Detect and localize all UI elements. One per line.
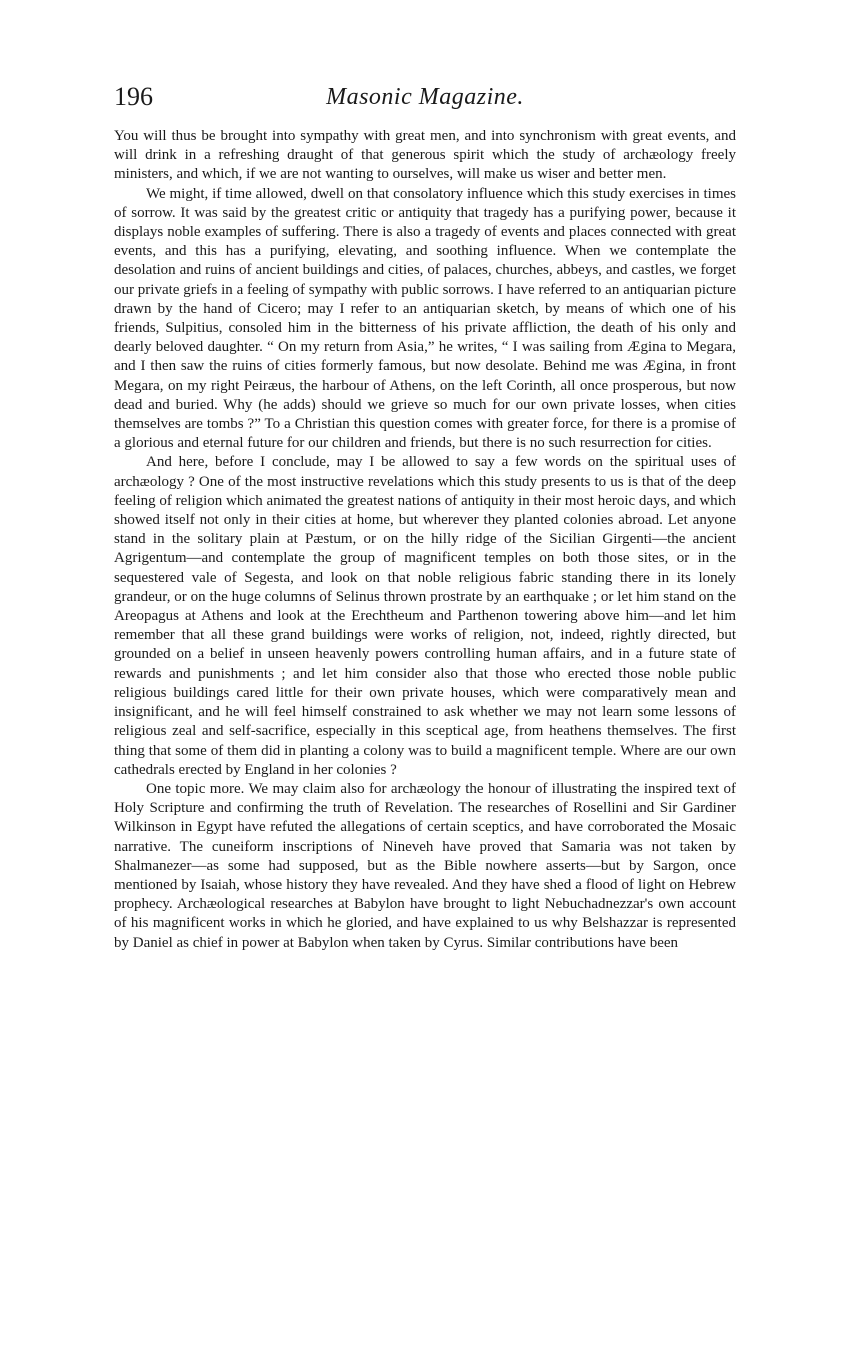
page-header (114, 82, 736, 122)
paragraph-consolation: We might, if time allowed, dwell on that consolatory influence which this study exercises in times of sorrow. It was said by the greatest critic or antiquity that tragedy has a purifying power, because it displays noble examples of suffering. There is also a tragedy of events and places connected with great events, and this has a purifying, elevating, and soothing influence. When we contemplate the desolation and ruins of ancient buildings and cities, of palaces, churches, abbeys, and castles, we forget our private griefs in a feeling of sympathy with public sorrows. I have referred to an antiquarian picture drawn by the hand of Cicero; may I refer to an antiquarian sketch, by means of which one of his friends, Sulpitius, consoled him in the bitterness of his private affliction, the death of his only and dearly beloved daughter. “ On my return from Asia,” he writes, “ I was sailing from Ægina to Megara, and I then saw the ruins of cities formerly famous, but now desolate. Behind me was Ægina, in front Megara, on my right Peiræus, the harbour of Athens, on the left Corinth, all once prosperous, but now dead and buried. Why (he adds) should we grieve so much for our own private losses, when cities themselves are tombs ?” To a Christian this question comes with greater force, for there is a promise of a glorious and eternal future for our children and friends, but there is no such resurrection for cities. (114, 185, 736, 452)
article-body (114, 127, 736, 953)
paragraph-continued: You will thus be brought into sympathy with great men, and into synchronism with great events, and will drink in a refreshing draught of that generous spirit which the study of archæology freely ministers, and which, if we are not wanting to ourselves, will make us wiser and better men. (114, 128, 736, 183)
magazine-page (114, 82, 736, 953)
paragraph-scripture: One topic more. We may claim also for archæology the honour of illustrating the inspired text of Holy Scripture and confirming the truth of Revelation. The researches of Rosellini and Sir Gardiner Wilkinson in Egypt have refuted the allegations of certain sceptics, and have corroborated the Mosaic narrative. The cuneiform inscriptions of Nineveh have proved that Samaria was not taken by Shalmanezer—as some had supposed, but as the Bible nowhere asserts—but by Sargon, once mentioned by Isaiah, whose history they have revealed. And they have shed a flood of light on Hebrew prophecy. Archæological researches at Babylon have brought to light Nebuchadnezzar's own account of his magnificent works in which he gloried, and have explained to us why Belshazzar is represented by Daniel as chief in power at Babylon when taken by Cyrus. Similar contributions have been (114, 780, 736, 951)
page-number: 196 (114, 82, 153, 111)
paragraph-spiritual-uses: And here, before I conclude, may I be allowed to say a few words on the spiritual uses of archæology ? One of the most instructive revelations which this study presents to us is that of the deep feeling of religion which animated the greatest nations of antiquity in their most heroic days, and which showed itself not only in their cities at home, but wherever they planted colonies abroad. Let anyone stand in the solitary plain at Pæstum, or on the hilly ridge of the Sicilian Girgenti—the ancient Agrigentum—and contemplate the group of magnificent temples on both those sites, or in the sequestered vale of Segesta, and look on that noble religious fabric standing there in its lonely grandeur, or on the huge columns of Selinus thrown prostrate by an earthquake ; or let him stand on the Areopagus at Athens and look at the Erechtheum and Parthenon towering above him—and let him remember that all these grand buildings were works of religion, not, indeed, rightly directed, but grounded on a belief in unseen heavenly powers controlling human affairs, and in a future state of rewards and punishments ; and let him consider also that those who erected those noble public religious buildings cared little for their own private houses, which were comparatively mean and insignificant, and he will feel himself constrained to ask whether we may not learn some lessons of religious zeal and self-sacrifice, especially in this sceptical age, from heathens themselves. The first thing that some of them did in planting a colony was to build a magnificent temple. Where are our own cathedrals erected by England in her colonies ? (114, 454, 736, 778)
running-title: Masonic Magazine. (326, 84, 524, 110)
